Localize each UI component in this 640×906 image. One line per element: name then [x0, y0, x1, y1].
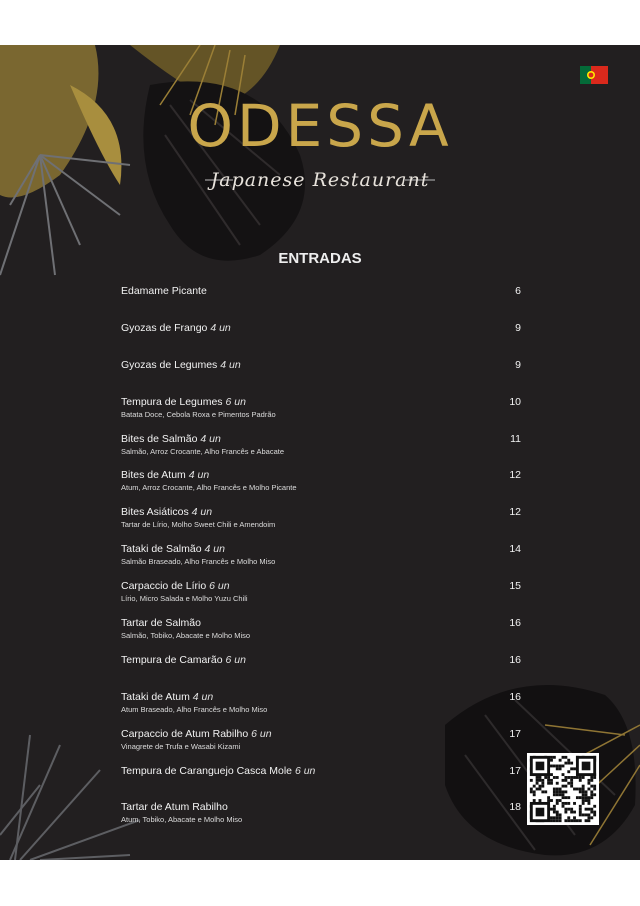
menu-item-name	[121, 617, 201, 629]
menu-item-price: 6	[515, 285, 521, 297]
menu-item	[121, 396, 521, 433]
menu-item-title: Carpaccio de Atum Rabilho	[121, 727, 249, 740]
menu-item-description: Salmão, Arroz Crocante, Alho Francês e Abacate	[121, 446, 285, 456]
menu-item-description: Lírio, Micro Salada e Molho Yuzu Chili	[121, 594, 248, 604]
menu-item-description: Salmão Braseado, Alho Francês e Molho Miso	[121, 557, 276, 567]
palm-leaves-decoration-top	[0, 45, 340, 285]
restaurant-logo	[0, 92, 640, 160]
menu-item-price: 9	[515, 358, 521, 371]
menu-item-quantity: 4 un	[200, 432, 221, 445]
menu-item-name	[121, 396, 246, 408]
menu-item-price: 15	[509, 580, 521, 593]
qr-code-icon[interactable]	[527, 753, 599, 825]
menu-item	[121, 469, 521, 506]
menu-item-price: 11	[510, 432, 521, 445]
menu-item-description: Atum, Arroz Crocante, Alho Francês e Molho Picante	[121, 483, 297, 493]
menu-item-name	[121, 543, 225, 555]
menu-item-price: 10	[509, 395, 521, 408]
menu-item-quantity: 4 un	[220, 358, 241, 371]
restaurant-subtitle: Japanese Restaurant	[210, 169, 430, 191]
portugal-flag-icon[interactable]	[580, 66, 608, 84]
menu-item	[121, 765, 521, 802]
menu-item-name	[121, 580, 230, 592]
menu-item	[121, 728, 521, 765]
menu-item-name	[121, 801, 228, 813]
menu-item-title: Tartar de Atum Rabilho	[121, 801, 228, 814]
menu-item-title: Tartar de Salmão	[121, 617, 201, 630]
menu-item-quantity: 6 un	[209, 580, 230, 593]
menu-item-title: Tataki de Atum	[121, 690, 190, 703]
menu-item-price: 12	[509, 469, 521, 482]
menu-item-title: Gyozas de Legumes	[121, 358, 218, 371]
menu-item	[121, 654, 521, 691]
menu-item-description: Atum, Tobiko, Abacate e Molho Miso	[121, 815, 243, 825]
menu-item-title: Tempura de Caranguejo Casca Mole	[121, 764, 293, 777]
menu-item-quantity: 4 un	[191, 506, 213, 519]
menu-item-title: Edamame Picante	[121, 285, 207, 297]
menu-item-quantity: 4 un	[188, 469, 210, 482]
menu-item-title: Bites Asiáticos	[121, 506, 189, 519]
menu-item-title: Carpaccio de Lírio	[121, 580, 207, 593]
menu-item-quantity: 6 un	[225, 653, 246, 666]
menu-item-title: Tempura de Legumes	[121, 395, 223, 408]
menu-item-quantity: 4 un	[210, 321, 231, 334]
menu-item-quantity: 6 un	[225, 395, 246, 408]
menu-item	[121, 506, 521, 543]
menu-item	[121, 617, 521, 654]
menu-item	[121, 691, 521, 728]
menu-item-title: Tempura de Camarão	[121, 653, 223, 666]
menu-item-price: 14	[509, 543, 521, 556]
menu-item-name	[121, 728, 272, 740]
menu-item-name	[121, 322, 231, 334]
menu-item	[121, 580, 521, 617]
menu-item-quantity: 4 un	[192, 690, 214, 703]
menu-item	[121, 801, 521, 838]
menu-item-price: 9	[515, 321, 521, 334]
menu-item-price: 17	[509, 727, 521, 740]
menu-item	[121, 322, 521, 359]
menu-item-name	[121, 765, 315, 777]
menu-item-name	[121, 469, 209, 481]
menu-item-description: Vinagrete de Trufa e Wasabi Kizami	[121, 741, 241, 751]
menu-item-price: 16	[509, 617, 521, 630]
menu-item-price: 16	[509, 653, 521, 666]
menu-item-price: 12	[509, 506, 521, 519]
menu-list	[121, 285, 521, 838]
section-title: ENTRADAS	[278, 250, 362, 267]
menu-item-description: Batata Doce, Cebola Roxa e Pimentos Padrão	[121, 409, 276, 419]
menu-item-name	[121, 691, 213, 703]
menu-item-title: Gyozas de Frango	[121, 321, 208, 334]
menu-item-price: 17	[509, 764, 521, 777]
restaurant-subtitle-wrap	[0, 169, 640, 199]
menu-item-name	[121, 506, 212, 518]
menu-item-name	[121, 433, 221, 445]
menu-item-quantity: 6 un	[294, 764, 316, 777]
menu-item	[121, 543, 521, 580]
menu-item-title: Bites de Salmão	[121, 432, 198, 445]
menu-item-description: Tartar de Lírio, Molho Sweet Chili e Amendoim	[121, 520, 276, 530]
menu-item	[121, 433, 521, 470]
menu-item-name	[121, 654, 246, 666]
menu-item-name	[121, 285, 207, 297]
restaurant-name: ODESSA	[187, 92, 453, 160]
menu-item	[121, 285, 521, 322]
menu-item-quantity: 4 un	[204, 543, 225, 556]
menu-item-price: 18	[509, 801, 521, 814]
menu-item-quantity: 6 un	[251, 727, 272, 740]
menu-item-price: 16	[509, 690, 521, 703]
menu-item	[121, 359, 521, 396]
menu-item-description: Atum Braseado, Alho Francês e Molho Miso	[121, 704, 268, 714]
menu-page	[0, 45, 640, 860]
menu-item-title: Bites de Atum	[121, 469, 186, 482]
menu-item-title: Tataki de Salmão	[121, 543, 202, 556]
menu-item-description: Salmão, Tobiko, Abacate e Molho Miso	[121, 631, 251, 641]
menu-item-name	[121, 359, 241, 371]
